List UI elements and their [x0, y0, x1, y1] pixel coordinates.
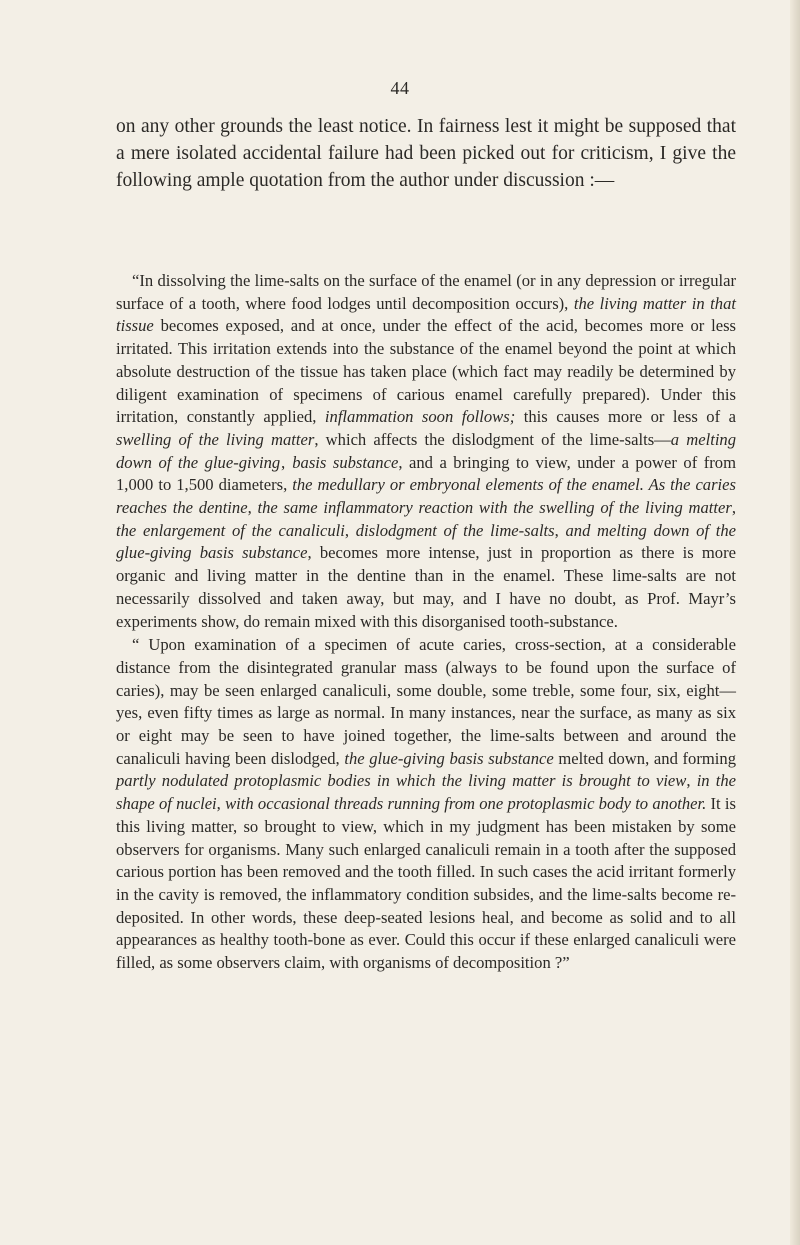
text-run: , — [247, 498, 258, 518]
text-run: , — [344, 520, 356, 540]
italic-run: the medullary or embryonal elements of the enamel. As the caries reaches the dentine — [116, 475, 736, 518]
italic-run: basis substance — [292, 452, 399, 472]
text-run: , becomes more intense, just in proportion as there is more organic and living matter in the dentine than in the enamel. These lime-salts are not necessarily dissolved and taken away, but may, and I have no doubt, as Prof. Mayr’s experiments show, do remain mixed with this disorganised tooth-substance. — [116, 543, 736, 631]
italic-run: a melting down of the glue-giving — [116, 429, 737, 472]
italic-run: dislodgment of the lime-salts — [355, 520, 555, 540]
text-run: It is this living matter, so brought to view, which in my judgment has been mistaken by some observers for organisms. Many such enlarged canaliculi remain in a tooth after the supposed carious portion has been removed and the tooth filled. In such cases the acid irritant formerly in the cavity is removed, the inflammatory condition subsides, and the lime-salts become re-deposited. In other words, these deep-seated lesions heal, and become as solid and to all appearances as healthy tooth-bone as ever. Could this occur if these enlarged canaliculi were filled, as some observers claim, with organisms of decomposition ?” — [116, 794, 736, 973]
text-run: , — [554, 520, 566, 540]
page-edge-shadow — [790, 0, 800, 1245]
italic-run: and melting down of the glue-giving basis substance — [116, 520, 737, 563]
text-run: becomes exposed, and at once, under the effect of the acid, becomes more or less irritated. This irritation extends into the substance of the enamel beyond the point at which absolute destruction of the tissue has taken place (which fact may readily be determined by diligent examination of specimens of carious enamel carefully prepared). Under this irritation, constantly applied, — [116, 316, 736, 427]
text-run: , and a bringing to view, under a power of from 1,000 to 1,500 diameters, — [116, 452, 736, 495]
text-run: “ Upon examination of a specimen of acute caries, cross-section, at a considerable distance from the disintegrated granular mass (always to be found upon the surface of caries), may be seen enlarged canaliculi, some double, some treble, some four, six, eight—yes, even fifty times as large as normal. In many instances, near the surface, as many as six or eight may be seen to have joined together, the lime-salts between and around the canaliculi having been dislodged, — [116, 635, 736, 768]
italic-run: partly nodulated protoplasmic bodies in which the living matter is brought to view — [116, 771, 687, 791]
italic-run: in the shape of nuclei — [116, 771, 737, 814]
italic-run: swelling of the living matter — [116, 429, 315, 449]
italic-run: the glue-giving basis substance — [344, 748, 554, 768]
text-run: , — [216, 794, 226, 814]
quote-paragraph-1 — [116, 270, 736, 633]
text-run: melted down, and forming — [553, 748, 736, 768]
italic-run: the same inflammatory reaction with the swelling of the living matter — [257, 498, 732, 518]
quote-paragraph-2 — [116, 634, 736, 975]
italic-run: the living matter in that tissue — [116, 293, 736, 336]
text-run: , — [686, 771, 697, 791]
text-run: , which affects the dislodgment of the lime-salts— — [314, 429, 671, 449]
text-run: this causes more or less of a — [515, 407, 736, 427]
quotation-block — [116, 270, 736, 975]
italic-run: with occasional threads running from one protoplasmic body to another. — [225, 794, 707, 814]
intro-paragraph: on any other grounds the least notice. In fairness lest it might be supposed that a mere isolated accidental failure had been picked out for criticism, I give the following ample quotation from the author under discussion :— — [116, 116, 736, 192]
text-run: , — [731, 498, 736, 518]
page-number: 44 — [390, 78, 410, 98]
italic-run: inflammation soon follows; — [324, 407, 516, 427]
text-run: “In dissolving the lime-salts on the surface of the enamel (or in any depression or irregular surface of a tooth, where food lodges until decomposition occurs), — [116, 271, 736, 313]
text-run: ‚ — [280, 452, 293, 472]
italic-run: the enlargement of the canaliculi — [116, 520, 345, 540]
